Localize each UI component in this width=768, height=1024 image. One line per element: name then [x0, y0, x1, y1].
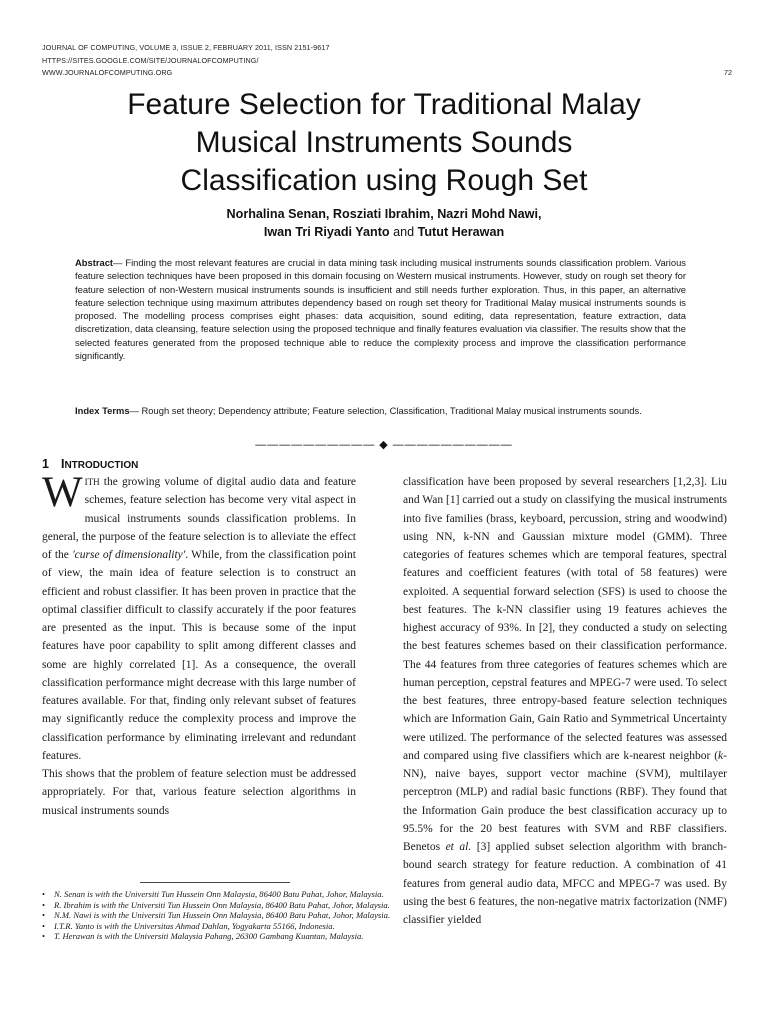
title-line-2: Musical Instruments Sounds — [195, 126, 573, 159]
abstract-label: Abstract — [75, 257, 114, 268]
section-title-rest: NTRODUCTION — [64, 460, 139, 471]
drop-cap: W — [42, 469, 83, 516]
author-name: Tutut Herawan — [417, 224, 505, 239]
title-line-1: Feature Selection for Traditional Malay — [127, 88, 641, 121]
author-name: Nazri Mohd Nawi — [437, 207, 538, 221]
paragraph-text: [3] applied subset selection algorithm with branch-bound search strategy for feature reduction. A combination of 41 features from general audio data, MFCC and MPEG-7 was used. By using the best 6 features, the non-negative matrix factorization (NMF) classifier yielded — [403, 841, 727, 926]
section-separator: —————————— ◆ —————————— — [255, 439, 513, 451]
footnote-item: • I.T.R. Yanto is with the Universitas Ahmad Dahlan, Yogyakarta 55166, Indonesia. — [42, 921, 392, 931]
author-line-2 — [40, 224, 728, 242]
author-conjunction: and — [393, 224, 415, 239]
abstract-text: — Finding the most relevant features are crucial in data mining task including musical instruments sounds classification problem. Various feature selection techniques have been proposed in this domain focusing on Western musical instruments. However, study on rough set theory for feature selection of non-Western musical instruments sounds is insufficient and still needs further exploration. Thus, in this paper, an alternative feature selection technique using maximum attributes dependency based on rough set theory for Traditional Malay musical instruments sounds is proposed. The modelling process comprises eight phases: data acquisition, sound editing, data representation, feature extraction, data discretization, data cleansing, feature selection using the proposed technique and finally features evaluation via classifier. The results show that the selected features generated from the proposed technique able to reduce the complexity process and improve the classification performance significantly. — [75, 257, 686, 362]
paragraph — [403, 473, 727, 929]
journal-site-url[interactable]: HTTPS://SITES.GOOGLE.COM/SITE/JOURNALOFCOMPUTING/ — [42, 55, 259, 65]
journal-header — [42, 42, 330, 80]
author-name: Norhalina Senan — [226, 207, 326, 221]
page-number: 72 — [724, 68, 732, 77]
index-terms-label: Index Terms — [75, 405, 130, 416]
footnote-item: • T. Herawan is with the Universiti Malaysia Pahang, 26300 Gambang Kuantan, Malaysia. — [42, 931, 392, 941]
section-title-initial: I — [60, 457, 65, 471]
footnote-item: • N.M. Nawi is with the Universiti Tun Hussein Onn Malaysia, 86400 Batu Pahat, Johor, Malaysia. — [42, 910, 392, 920]
index-terms — [75, 404, 686, 417]
italic-phrase: 'curse of dimensionality' — [72, 549, 186, 561]
abstract — [75, 256, 686, 362]
footnote-item: • R. Ibrahim is with the Universiti Tun Hussein Onn Malaysia, 86400 Batu Pahat, Johor, Malaysia. — [42, 900, 392, 910]
author-line-1: Norhalina Senan, Rosziati Ibrahim, Nazri Mohd Nawi, — [226, 207, 542, 221]
journal-web-url[interactable]: WWW.JOURNALOFCOMPUTING.ORG — [42, 68, 173, 77]
section-number: 1 — [42, 457, 49, 471]
left-column — [42, 469, 356, 820]
footnote-divider — [140, 882, 290, 883]
author-name: Rosziati Ibrahim — [332, 207, 431, 221]
paragraph: This shows that the problem of feature selection must be addressed appropriately. For that, various feature selection algorithms in musical instruments sounds — [42, 768, 356, 817]
author-name: Iwan Tri Riyadi Yanto — [263, 224, 390, 239]
index-terms-text: — Rough set theory; Dependency attribute; Feature selection, Classification, Traditional Malay musical instruments sounds. — [129, 405, 642, 416]
author-list — [40, 206, 728, 241]
affiliation-footnotes — [42, 889, 392, 942]
paragraph-text: classification have been proposed by several researchers [1,2,3]. Liu and Wan [1] carried out a study on classifying the musical instruments into five families (brass, keyboard, percussion, string and woodwind) using NN, k-NN and Gaussian mixture model (GMM). Three categories of features schemes which are temporal features, spectral features and coefficient features (with total of 58 features) were exploited. A sequential forward selection (SFS) is used to choose the best features. The k-NN classifier using 19 features achieves the highest accuracy of 93%. In [2], they conducted a study on selecting the best features schemes based on their classification performance. The 44 features from three categories of features schemes which are human perception, cepstral features and MPEG-7 were used. To select the best features, three entropy-based feature selection techniques which are Information Gain, Gain Ratio and Symmetrical Uncertainty were utilized. The performance of the selected features was assessed and compared using five classifiers which are k-nearest neighbor ( — [403, 476, 727, 762]
journal-citation: JOURNAL OF COMPUTING, VOLUME 3, ISSUE 2, FEBRUARY 2011, ISSN 2151-9617 — [42, 43, 330, 52]
small-caps-lead: ITH — [84, 477, 100, 487]
paper-title — [40, 86, 728, 200]
paragraph — [42, 469, 356, 765]
footnote-item: • N. Senan is with the Universiti Tun Hussein Onn Malaysia, 86400 Batu Pahat, Johor, Malaysia. — [42, 889, 392, 899]
italic-phrase: k — [718, 749, 724, 762]
paragraph-text: the growing volume of digital audio data and feature schemes, feature selection has become very vital aspect in musical instruments sounds classification problems. In general, the purpose of the feature selection is to alleviate the effect of the — [42, 476, 356, 561]
title-line-3: Classification using Rough Set — [180, 164, 588, 197]
paragraph-text: . While, from the classification point of view, the main idea of feature selection is to construct an efficient and robust classifier. It has been proven in practice that the optimal classifier difficult to classify accurately if the poor features are presented as the input. This is because some of the input features have poor capability to split among different classes and some are highly correlated [1]. As a consequence, the overall classification performance might decrease with this large number of features available. For that, finding only relevant subset of features may significantly reduce the complexity process and improve the classification performance by eliminating irrelevant and redundant features. — [42, 549, 356, 762]
right-column — [403, 473, 727, 929]
paragraph-text: -NN), naive bayes, support vector machine (SVM), multilayer perceptron (MLP) and radial basic functions (RBF). They found that the Information Gain produce the best classification accuracy up to 95.5% for the 20 best features with SVM and RBF classifiers. Benetos — [403, 749, 727, 853]
italic-phrase: et al. — [445, 841, 472, 853]
